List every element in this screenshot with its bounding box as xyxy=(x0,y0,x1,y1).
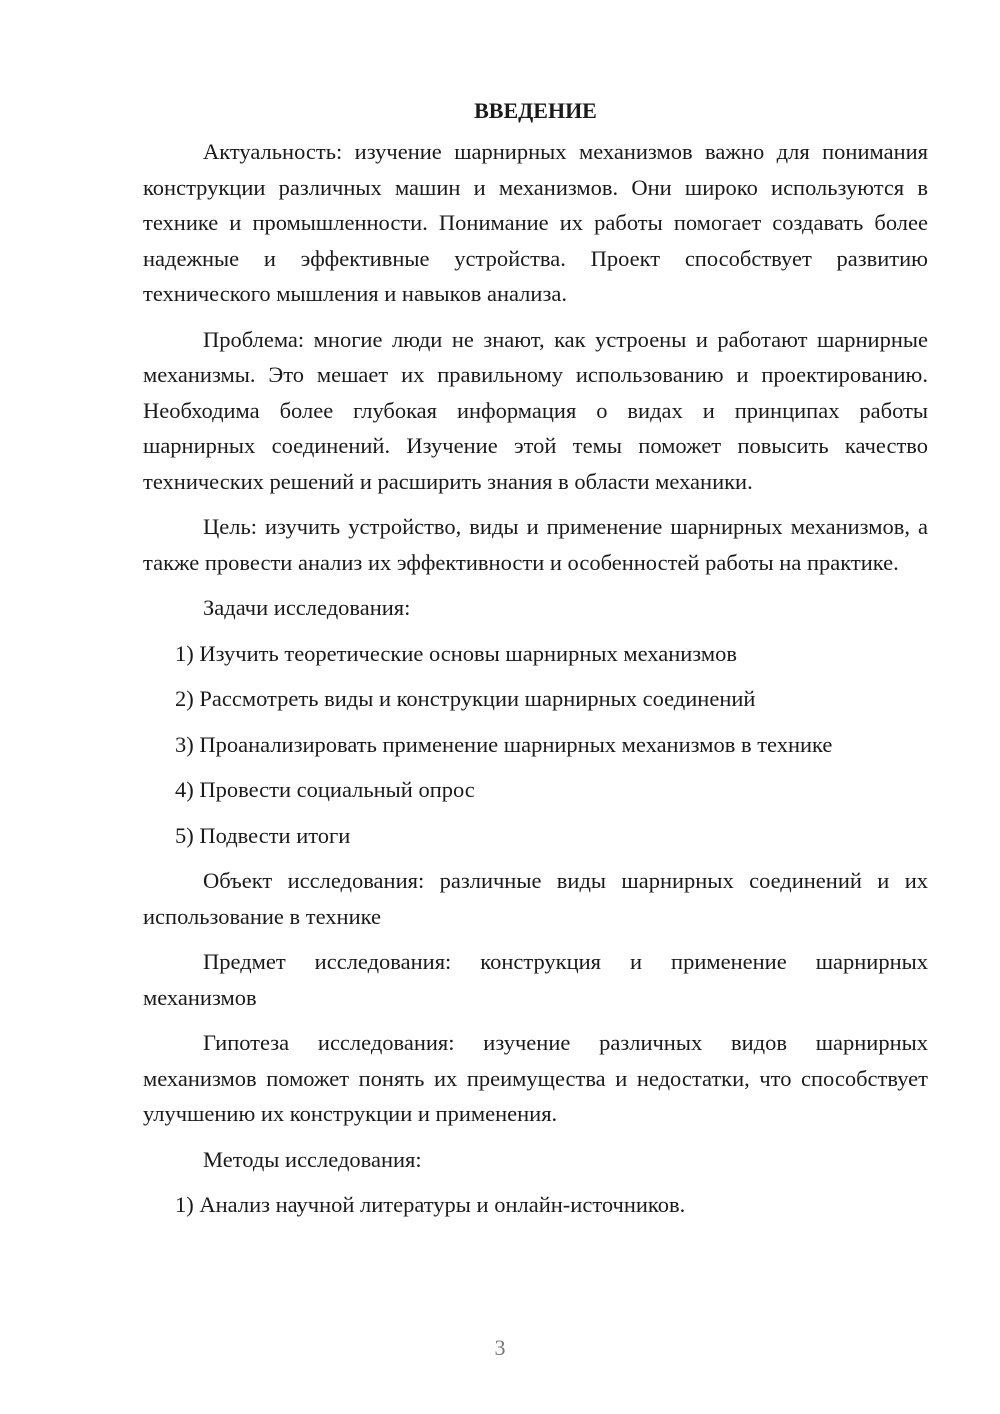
task-item: 3) Проанализировать применение шарнирных механизмов в технике xyxy=(175,731,833,757)
method-item: 1) Анализ научной литературы и онлайн-источников. xyxy=(175,1192,686,1217)
task-item: 1) Изучить теоретические основы шарнирных механизмов xyxy=(175,640,737,666)
subject-paragraph: Предмет исследования: конструкция и применение шарнирных механизмов xyxy=(143,949,928,1010)
task-item: 5) Подвести итоги xyxy=(175,822,351,848)
task-item: 2) Рассмотреть виды и конструкции шарнирных соединений xyxy=(175,686,756,711)
page-number: 3 xyxy=(494,1335,506,1360)
object-paragraph: Объект исследования: различные виды шарнирных соединений и их использование в технике xyxy=(143,868,928,929)
tasks-heading: Задачи исследования: xyxy=(203,595,411,620)
problem-paragraph: Проблема: многие люди не знают, как устроены и работают шарнирные механизмы. Это мешает их правильному использованию и проектированию. Необходима более глубокая информация о видах и принципах работы шарнирных соединений. Изучение этой темы поможет повысить качество технических решений и расширить знания в области механики. xyxy=(143,326,928,494)
methods-heading: Методы исследования: xyxy=(203,1146,422,1172)
task-item: 4) Провести социальный опрос xyxy=(175,777,475,802)
hypothesis-paragraph: Гипотеза исследования: изучение различных видов шарнирных механизмов поможет понять их преимущества и недостатки, что способствует улучшению их конструкции и применения. xyxy=(143,1030,928,1126)
goal-paragraph: Цель: изучить устройство, виды и применение шарнирных механизмов, а также провести анализ их эффективности и особенностей работы на практике. xyxy=(143,514,928,575)
relevance-paragraph: Актуальность: изучение шарнирных механизмов важно для понимания конструкции различных машин и механизмов. Они широко используются в технике и промышленности. Понимание их работы помогает создавать более надежные и эффективные устройства. Проект способствует развитию технического мышления и навыков анализа. xyxy=(143,139,928,306)
section-title: ВВЕДЕНИЕ xyxy=(474,98,597,123)
document-page xyxy=(143,94,928,1233)
